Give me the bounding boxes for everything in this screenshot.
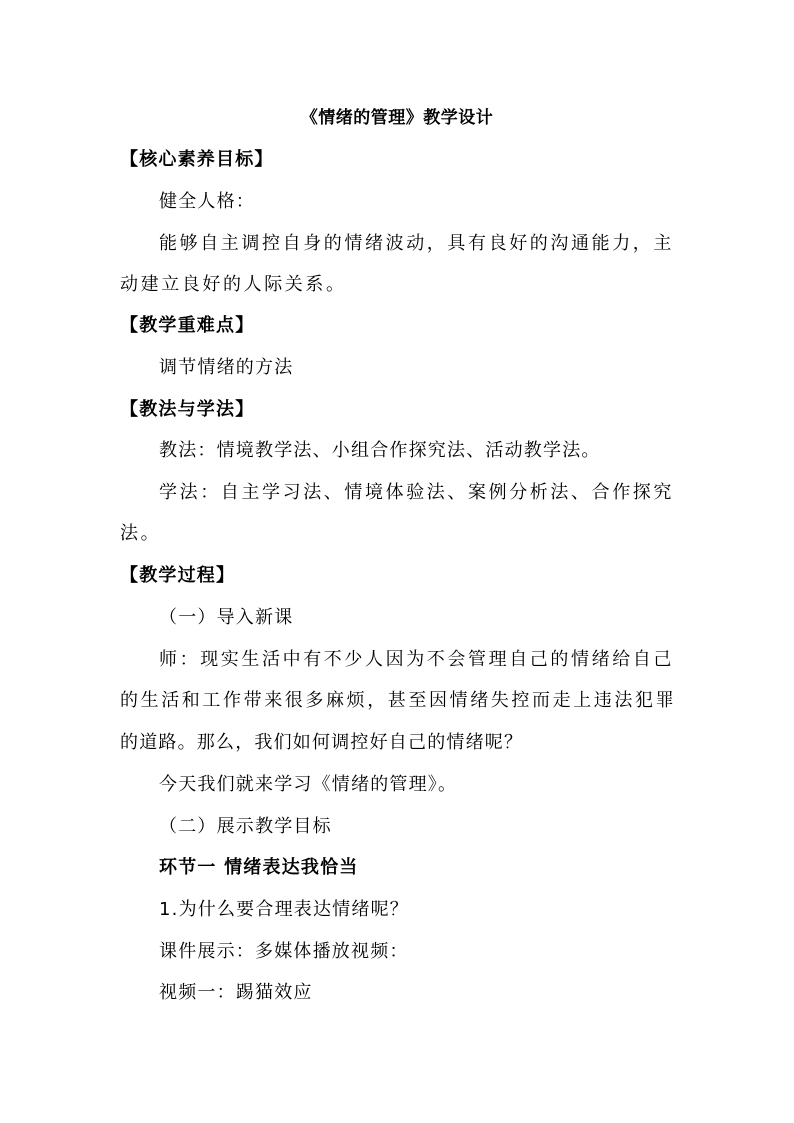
teacher-speech-line-2: 的生活和工作带来很多麻烦，甚至因情绪失控而走上违法犯罪 — [120, 690, 677, 711]
teacher-speech-line-1: 师：现实生活中有不少人因为不会管理自己的情绪给自己 — [159, 649, 674, 670]
learning-methods-line-1: 学法：自主学习法、情境体验法、案例分析法、合作探究 — [159, 482, 674, 503]
document-title: 《情绪的管理》教学设计 — [300, 108, 494, 128]
section-heading-core-goals: 【核心素养目标】 — [120, 149, 274, 170]
video-1-label: 视频一：踢猫效应 — [159, 982, 313, 1003]
section-heading-key-points: 【教学重难点】 — [120, 315, 255, 336]
courseware-display: 课件展示：多媒体播放视频： — [159, 941, 409, 962]
process-step-1: （一）导入新课 — [159, 607, 294, 628]
question-1: 1.为什么要合理表达情绪呢？ — [159, 899, 409, 920]
core-goals-subheading: 健全人格： — [159, 191, 255, 212]
today-lesson-text: 今天我们就来学习《情绪的管理》。 — [159, 774, 458, 795]
segment-1-heading: 环节一 情绪表达我恰当 — [159, 857, 359, 878]
section-heading-process: 【教学过程】 — [120, 565, 236, 586]
process-step-2: （二）展示教学目标 — [159, 816, 332, 837]
core-goals-paragraph-line-1: 能够自主调控自身的情绪波动，具有良好的沟通能力，主 — [159, 233, 674, 254]
section-heading-methods: 【教法与学法】 — [120, 399, 255, 420]
teacher-speech-line-3: 的道路。那么，我们如何调控好自己的情绪呢？ — [120, 732, 524, 753]
key-points-content: 调节情绪的方法 — [159, 357, 294, 378]
learning-methods-line-2: 法。 — [120, 523, 162, 544]
teaching-methods-text: 教法：情境教学法、小组合作探究法、活动教学法。 — [159, 440, 601, 461]
core-goals-paragraph-line-2: 动建立良好的人际关系。 — [120, 274, 347, 295]
